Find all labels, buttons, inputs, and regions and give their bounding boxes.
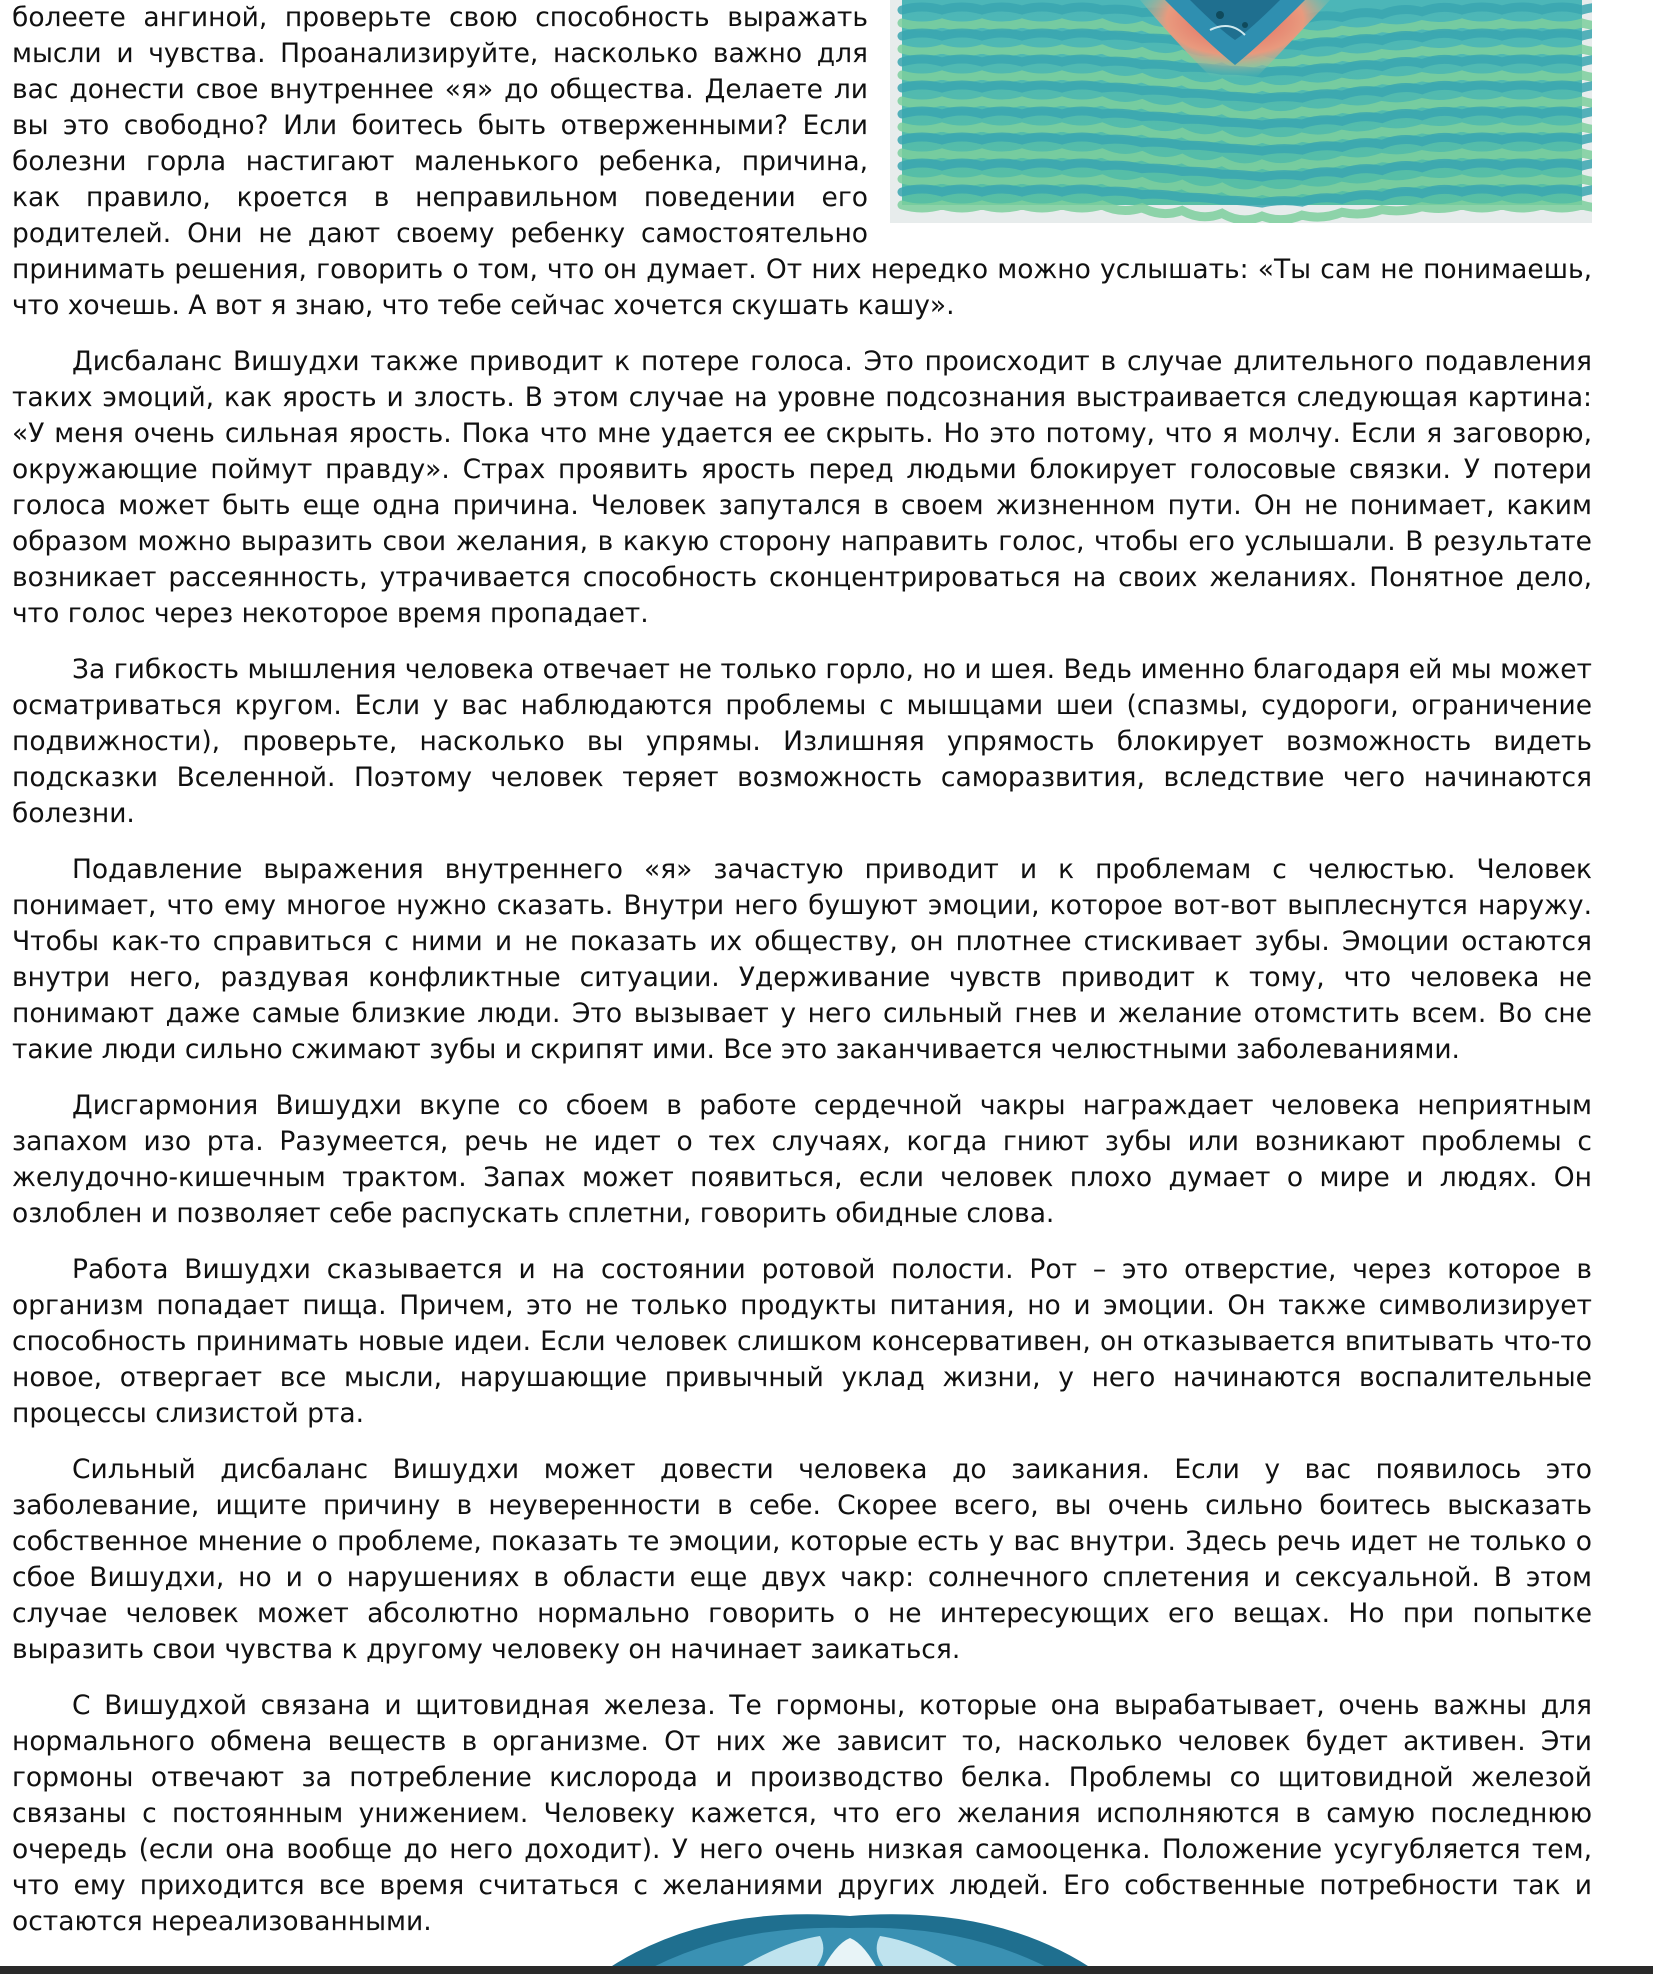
intro-paragraph: болеете ангиной, проверьте свою способность выражать мысли и чувства. Проанализируйте, насколько важно для вас донести свое внутреннее «я» до общества. Делаете ли вы это свободно? Или боитесь быть отверженными? Если болезни горла настигают маленького ребенка, причина, как правило, кроется в неправильном поведении его родителей. Они не дают своему ребенку самостоятельно принимать решения, говорить о том, что он думает. От них нередко можно услышать: «Ты сам не понимаешь, что хочешь. А вот я знаю, что тебе сейчас хочется скушать кашу». (12, 2, 1592, 321)
paragraph-voice-loss: Дисбаланс Вишудхи также приводит к потере голоса. Это происходит в случае длительного подавления таких эмоций, как ярость и злость. В этом случае на уровне подсознания выстраивается следующая картина: «У меня очень сильная ярость. Пока что мне удается ее скрыть. Но это потому, что я молчу. Если я заговорю, окружающие поймут правду». Страх проявить ярость перед людьми блокирует голосовые связки. У потери голоса может быть еще одна причина. Человек запутался в своем жизненном пути. Он не понимает, каким образом можно выразить свои желания, в какую сторону направить голос, чтобы его услышали. В результате возникает рассеянность, утрачивается способность сконцентрироваться на своих желаниях. Понятное дело, что голос через некоторое время пропадает. (12, 346, 1592, 629)
paragraph-stutter: Сильный дисбаланс Вишудхи может довести человека до заикания. Если у вас появилось это заболевание, ищите причину в неуверенности в себе. Скорее всего, вы очень сильно боитесь высказать собственное мнение о проблеме, показать те эмоции, которые есть у вас внутри. Здесь речь идет не только о сбое Вишудхи, но и о нарушениях в области еще двух чакр: солнечного сплетения и сексуальной. В этом случае человек может абсолютно нормально говорить о не интересующих его вещах. Но при попытке выразить свои чувства к другому человеку он начинает заикаться. (12, 1454, 1592, 1665)
paragraph-mouth: Работа Вишудхи сказывается и на состоянии ротовой полости. Рот – это отверстие, через которое в организм попадает пища. Причем, это не только продукты питания, но и эмоции. Он также символизирует способность принимать новые идеи. Если человек слишком консервативен, он отказывается впитывать что-то новое, отвергает все мысли, нарушающие привычный уклад жизни, у него начинаются воспалительные процессы слизистой рта. (12, 1254, 1592, 1429)
chakra-wave-illustration-icon (890, 0, 1592, 223)
paragraph-breath: Дисгармония Вишудхи вкупе со сбоем в работе сердечной чакры награждает человека неприятным запахом изо рта. Разумеется, речь не идет о тех случаях, когда гниют зубы или возникают проблемы с желудочно-кишечным трактом. Запах может появиться, если человек плохо думает о мире и людях. Он озлоблен и позволяет себе распускать сплетни, говорить обидные слова. (12, 1090, 1592, 1229)
paragraph-neck: За гибкость мышления человека отвечает не только горло, но и шея. Ведь именно благодаря ей мы может осматриваться кругом. Если у вас наблюдаются проблемы с мышцами шеи (спазмы, судороги, ограничение подвижности), проверьте, насколько вы упрямы. Излишняя упрямость блокирует возможность видеть подсказки Вселенной. Поэтому человек теряет возможность саморазвития, вследствие чего начинаются болезни. (12, 654, 1592, 829)
chakra-mandala-illustration-icon (580, 1914, 1280, 1974)
page-bottom-border (0, 1966, 1653, 1974)
article-body (12, 0, 1592, 1960)
paragraph-jaw: Подавление выражения внутреннего «я» зачастую приводит и к проблемам с челюстью. Человек понимает, что ему многое нужно сказать. Внутри него бушуют эмоции, которое вот-вот выплеснутся наружу. Чтобы как-то справиться с ними и не показать их обществу, он плотнее стискивает зубы. Эмоции остаются внутри него, раздувая конфликтные ситуации. Удерживание чувств приводит к тому, что человека не понимают даже самые близкие люди. Это вызывает у него сильный гнев и желание отомстить всем. Во сне такие люди сильно сжимают зубы и скрипят ими. Все это заканчивается челюстными заболеваниями. (12, 854, 1592, 1065)
wave-stroke (902, 205, 1592, 220)
paragraph-thyroid: С Вишудхой связана и щитовидная железа. Те гормоны, которые она вырабатывает, очень важны для нормального обмена веществ в организме. От них же зависит то, насколько человек будет активен. Эти гормоны отвечают за потребление кислорода и производство белка. Проблемы со щитовидной железой связаны с постоянным унижением. Человеку кажется, что его желания исполняются в самую последнюю очередь (если она вообще до него доходит). У него очень низкая самооценка. Положение усугубляется тем, что ему приходится все время считаться с желаниями других людей. Его собственные потребности так и остаются нереализованными. (12, 1690, 1592, 1937)
